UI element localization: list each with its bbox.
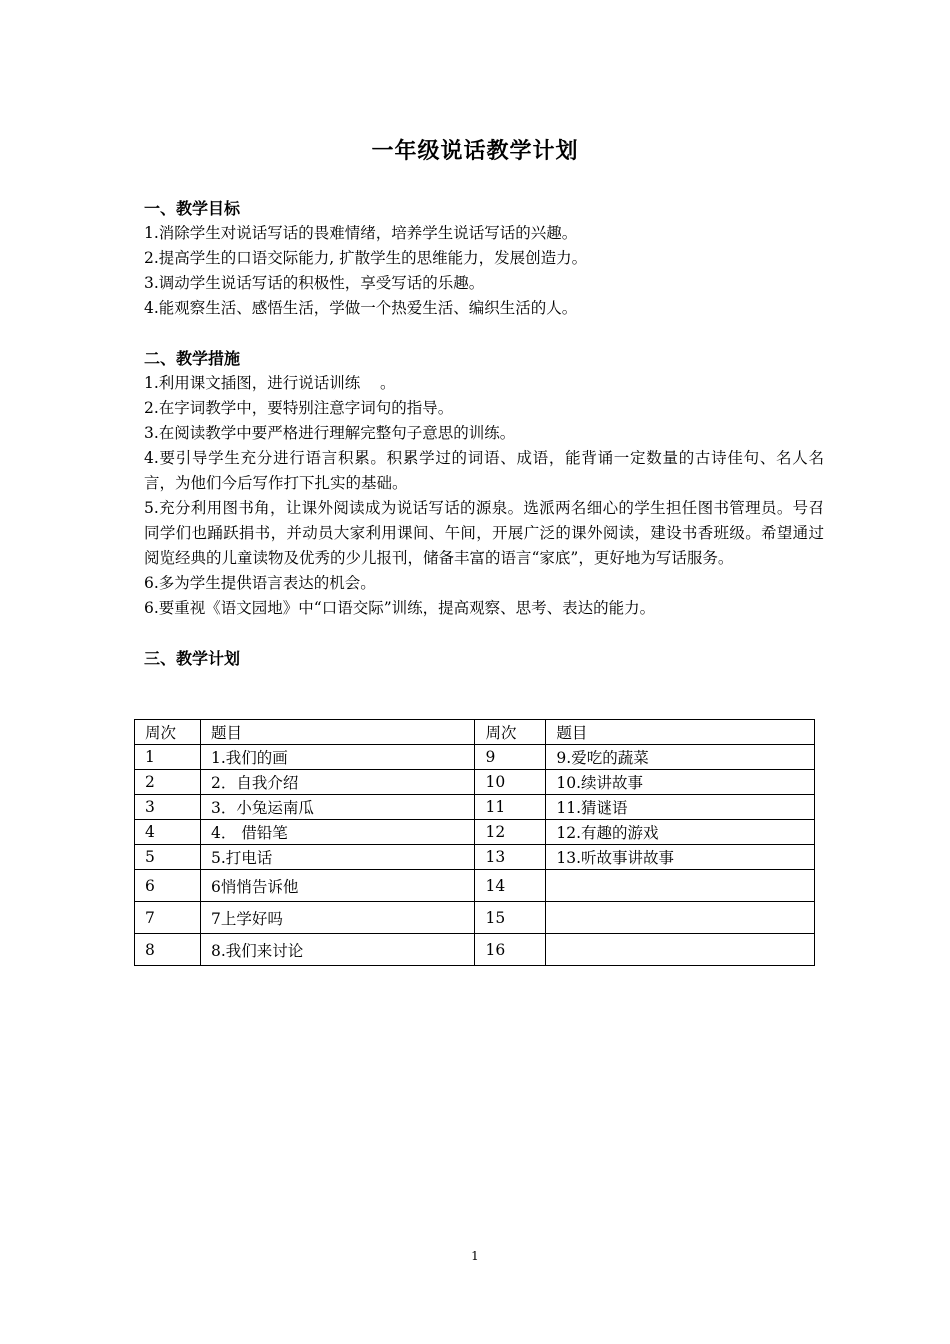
table-cell: 11.猜谜语 — [546, 795, 815, 820]
table-cell: 11 — [475, 795, 546, 820]
table-cell: 9 — [475, 745, 546, 770]
table-cell — [546, 902, 815, 934]
table-cell: 16 — [475, 934, 546, 966]
table-cell: 4 — [135, 820, 201, 845]
table-cell: 3 — [135, 795, 201, 820]
plan-table — [134, 719, 815, 966]
table-cell: 10.续讲故事 — [546, 770, 815, 795]
table-row — [135, 934, 815, 966]
goal-item: 1.消除学生对说话写话的畏难情绪，培养学生说话写话的兴趣。 — [144, 224, 578, 242]
measure-item: 4.要引导学生充分进行语言积累。积累学过的词语、成语，能背诵一定数量的古诗佳句、名人名言，为他们今后写作打下扎实的基础。 — [144, 449, 824, 492]
table-cell: 4． 借铅笔 — [200, 820, 475, 845]
table-cell: 10 — [475, 770, 546, 795]
table-header-cell: 题目 — [200, 720, 475, 745]
measure-item: 6.要重视《语文园地》中“口语交际”训练，提高观察、思考、表达的能力。 — [144, 599, 656, 617]
measure-item: 2.在字词教学中，要特别注意字词句的指导。 — [144, 399, 454, 417]
table-cell: 12 — [475, 820, 546, 845]
table-cell — [546, 870, 815, 902]
section-heading-goals: 一、教学目标 — [144, 199, 241, 218]
table-cell: 12.有趣的游戏 — [546, 820, 815, 845]
page-title: 一年级说话教学计划 — [371, 139, 579, 164]
table-cell: 13.听故事讲故事 — [546, 845, 815, 870]
table-header-cell: 周次 — [135, 720, 201, 745]
table-cell: 13 — [475, 845, 546, 870]
measure-item: 5.充分利用图书角，让课外阅读成为说话写话的源泉。选派两名细心的学生担任图书管理员。号召同学们也踊跃捐书，并动员大家利用课间、午间，开展广泛的课外阅读，建设书香班级。希望通过阅览经典的儿童读物及优秀的少儿报刊，储备丰富的语言“家底”，更好地为写话服务。 — [144, 499, 824, 567]
table-cell: 5.打电话 — [200, 845, 475, 870]
table-cell: 1.我们的画 — [200, 745, 475, 770]
table-row — [135, 845, 815, 870]
table-cell: 7 — [135, 902, 201, 934]
table-cell: 8 — [135, 934, 201, 966]
table-row — [135, 820, 815, 845]
table-header-row — [135, 720, 815, 745]
goal-item: 3.调动学生说话写话的积极性，享受写话的乐趣。 — [144, 274, 485, 292]
page-number: 1 — [471, 1249, 479, 1263]
table-cell: 3．小兔运南瓜 — [200, 795, 475, 820]
table-cell: 2．自我介绍 — [200, 770, 475, 795]
table-row — [135, 745, 815, 770]
table-header-cell: 题目 — [546, 720, 815, 745]
table-header-cell: 周次 — [475, 720, 546, 745]
goal-item: 2.提高学生的口语交际能力, 扩散学生的思维能力，发展创造力。 — [144, 249, 588, 267]
table-row — [135, 902, 815, 934]
section-heading-measures: 二、教学措施 — [144, 349, 241, 368]
table-cell: 6悄悄告诉他 — [200, 870, 475, 902]
table-cell: 2 — [135, 770, 201, 795]
section-heading-plan: 三、教学计划 — [144, 649, 241, 668]
table-row — [135, 795, 815, 820]
table-row — [135, 870, 815, 902]
section-spacer — [144, 621, 824, 646]
table-cell: 15 — [475, 902, 546, 934]
measure-item: 1.利用课文插图，进行说话训练 。 — [144, 374, 396, 392]
table-cell: 14 — [475, 870, 546, 902]
table-cell: 9.爱吃的蔬菜 — [546, 745, 815, 770]
table-cell — [546, 934, 815, 966]
table-cell: 7上学好吗 — [200, 902, 475, 934]
section-spacer — [144, 321, 824, 346]
document-body — [144, 196, 824, 671]
measure-item: 6.多为学生提供语言表达的机会。 — [144, 574, 376, 592]
goal-item: 4.能观察生活、感悟生活，学做一个热爱生活、编织生活的人。 — [144, 299, 578, 317]
table-row — [135, 770, 815, 795]
table-cell: 6 — [135, 870, 201, 902]
table-cell: 5 — [135, 845, 201, 870]
table-cell: 8.我们来讨论 — [200, 934, 475, 966]
table-cell: 1 — [135, 745, 201, 770]
measure-item: 3.在阅读教学中要严格进行理解完整句子意思的训练。 — [144, 424, 516, 442]
